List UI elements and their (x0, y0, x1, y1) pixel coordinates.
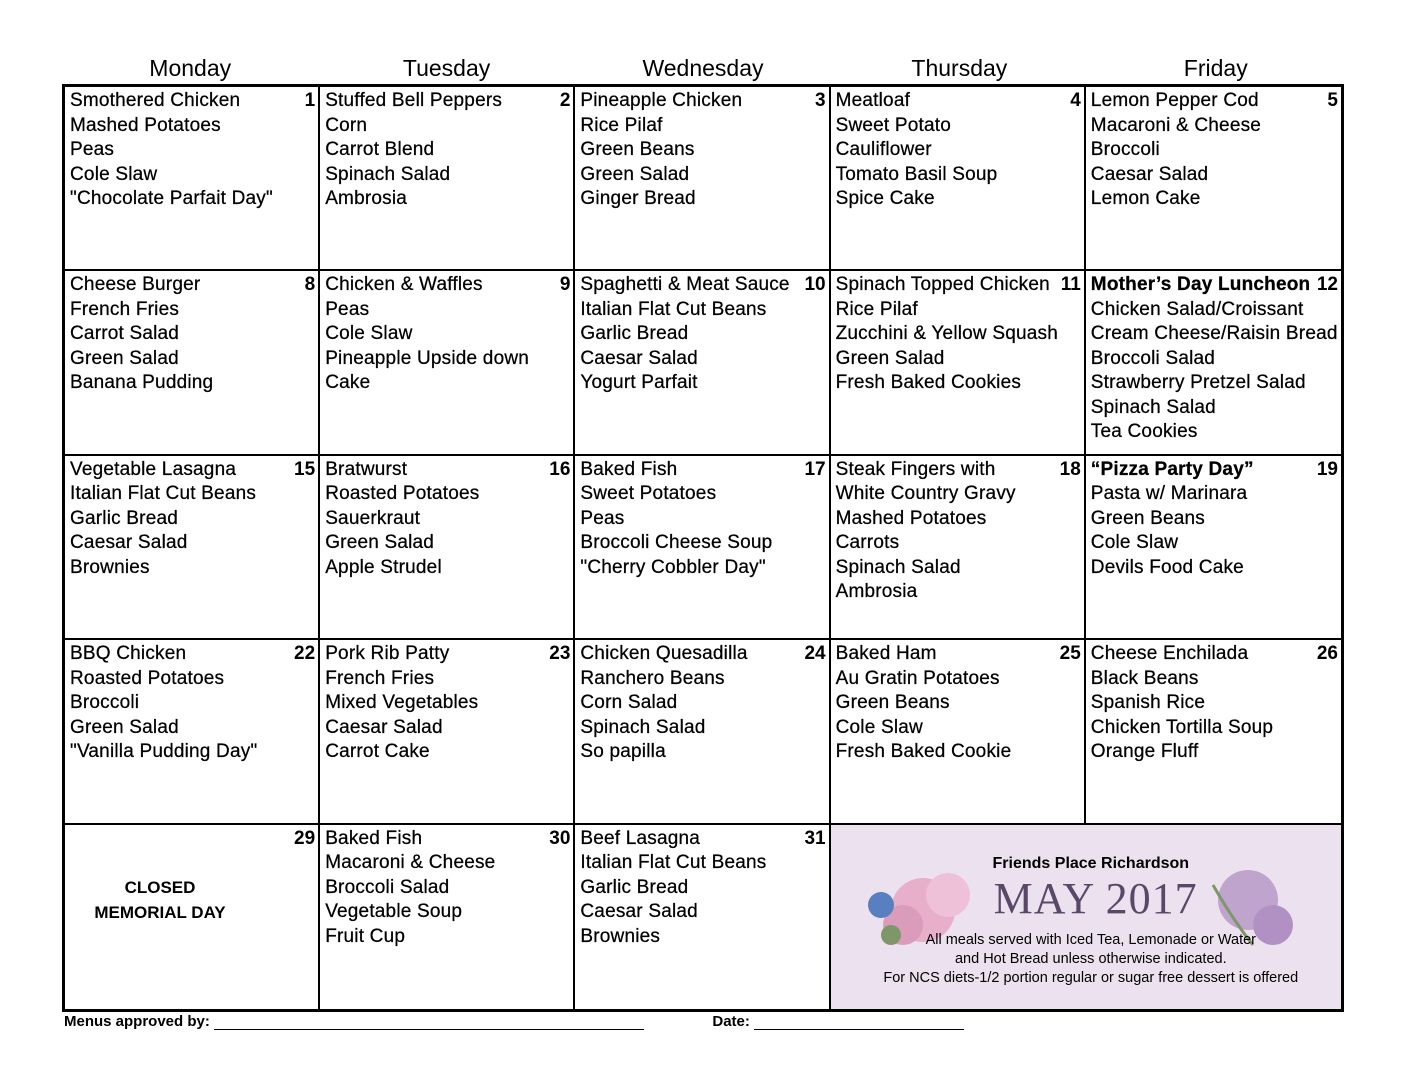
day-cell (831, 87, 1086, 271)
menu-item: Corn Salad (580, 692, 678, 714)
menu-item: Garlic Bread (580, 876, 689, 898)
day-cell (1086, 87, 1341, 271)
menu-item: Spinach Salad (325, 163, 451, 185)
menu-item: Smothered Chicken (70, 90, 241, 111)
date-number: 30 (549, 827, 571, 849)
date-number: 9 (559, 274, 571, 296)
menu-item: Green Beans (835, 692, 950, 714)
day-name-tuesday: Tuesday (402, 55, 491, 81)
date-number: 17 (804, 458, 826, 480)
menu-item: Lemon Pepper Cod (1090, 90, 1259, 111)
date-number: 8 (304, 274, 316, 296)
menu-item: Orange Fluff (1090, 741, 1199, 763)
menu-item: Cole Slaw (835, 716, 923, 738)
menu-item: Brownies (70, 556, 150, 578)
menu-item: Spinach Salad (835, 556, 961, 578)
menu-item: Spice Cake (835, 188, 935, 209)
closed-notice-line: MEMORIAL DAY (94, 902, 226, 922)
menu-item: Spinach Salad (580, 716, 706, 738)
menu-item: Green Salad (70, 347, 179, 369)
date-number: 29 (294, 827, 316, 849)
menu-item: Green Salad (70, 716, 179, 738)
menu-item: Beef Lasagna (580, 827, 701, 849)
day-cell (1086, 640, 1341, 824)
menu-item: Ginger Bread (580, 188, 696, 209)
menu-item: Caesar Salad (70, 532, 188, 554)
date-number: 26 (1316, 643, 1338, 665)
day-cell (320, 640, 575, 824)
menu-item: Italian Flat Cut Beans (580, 852, 767, 874)
date-number: 18 (1059, 458, 1081, 480)
menu-item: Cake (325, 372, 371, 394)
month-promo-panel (831, 825, 1341, 1009)
day-cell (65, 825, 320, 1009)
menu-item: Sweet Potato (835, 114, 952, 136)
menu-item: Mashed Potatoes (70, 114, 221, 136)
day-cell (320, 825, 575, 1009)
menu-item: Pineapple Chicken (580, 90, 743, 111)
day-name-friday: Friday (1183, 55, 1248, 81)
menu-item: Caesar Salad (580, 901, 698, 923)
menu-item: Rice Pilaf (835, 298, 918, 320)
menu-item: Macaroni & Cheese (1090, 114, 1262, 136)
menu-calendar-grid (62, 84, 1344, 1012)
menu-item: Caesar Salad (1090, 163, 1209, 185)
menu-item: Cole Slaw (70, 163, 158, 185)
date-number: 12 (1316, 274, 1338, 296)
menu-item: Lemon Cake (1090, 188, 1201, 209)
menu-item: Ranchero Beans (580, 667, 725, 689)
menu-item: Carrots (835, 532, 900, 554)
menu-item: Garlic Bread (580, 323, 689, 345)
menu-item: "Vanilla Pudding Day" (70, 741, 258, 763)
menu-item: Broccoli Cheese Soup (580, 532, 773, 554)
menu-item: Fresh Baked Cookie (835, 741, 1012, 763)
date-number: 16 (549, 458, 571, 480)
menu-item: Caesar Salad (325, 716, 443, 738)
menu-item: Carrot Cake (325, 741, 430, 763)
approved-by-signature-line[interactable] (214, 1015, 644, 1030)
menu-item: Roasted Potatoes (325, 483, 480, 505)
menu-item: French Fries (70, 298, 180, 320)
date-number: 23 (549, 643, 571, 665)
menu-item: Cheese Enchilada (1090, 643, 1249, 665)
menu-item: Yogurt Parfait (580, 372, 698, 394)
menu-item: French Fries (325, 667, 435, 689)
menu-item: Cauliflower (835, 139, 932, 160)
menu-item: Corn (325, 114, 368, 136)
date-number: 5 (1327, 90, 1338, 111)
day-cell (575, 271, 830, 455)
date-number: 22 (294, 643, 316, 665)
menu-item: Broccoli Salad (325, 876, 450, 898)
menu-item: Banana Pudding (70, 372, 214, 394)
menu-item: BBQ Chicken (70, 643, 187, 665)
menu-item: Steak Fingers with (835, 458, 996, 480)
day-name-monday: Monday (149, 55, 232, 81)
menu-item: Bratwurst (325, 458, 408, 480)
menu-item: Tomato Basil Soup (835, 163, 998, 185)
menu-item: Pineapple Upside down (325, 347, 530, 369)
menu-item: Carrot Blend (325, 139, 435, 160)
menu-item: Meatloaf (835, 90, 911, 111)
menu-item: Broccoli Salad (1090, 347, 1216, 369)
day-cell (1086, 456, 1341, 640)
menu-item: Green Salad (835, 347, 945, 369)
date-number: 31 (804, 827, 826, 849)
organization-name: Friends Place Richardson (992, 854, 1190, 872)
day-cell (320, 87, 575, 271)
menu-item: Ambrosia (325, 188, 408, 209)
menu-item: Pork Rib Patty (325, 643, 450, 665)
menu-item: Chicken Salad/Croissant (1090, 298, 1304, 320)
menu-item: Spaghetti & Meat Sauce (580, 274, 790, 296)
weekday-header (62, 52, 1344, 84)
menu-item: Cheese Burger (70, 274, 201, 296)
menu-item: Black Beans (1090, 667, 1199, 689)
menu-item: Devils Food Cake (1090, 556, 1244, 578)
approved-by-label: Menus approved by: (64, 1013, 210, 1030)
menu-item: Baked Fish (580, 458, 678, 480)
closed-notice (85, 875, 235, 925)
menu-item: Pasta w/ Marinara (1090, 483, 1248, 505)
day-cell (575, 456, 830, 640)
menu-item: Green Salad (580, 163, 690, 185)
menu-item: Sauerkraut (325, 507, 421, 529)
menu-item: So papilla (580, 741, 666, 763)
day-cell (320, 456, 575, 640)
day-cell (831, 640, 1086, 824)
date-signature-line[interactable] (754, 1015, 964, 1030)
menu-item: Chicken Tortilla Soup (1090, 716, 1274, 738)
menu-item: Brownies (580, 925, 661, 947)
menu-item: Chicken Quesadilla (580, 643, 748, 665)
menu-item: Baked Ham (835, 643, 937, 665)
closed-notice-line: CLOSED (124, 877, 196, 897)
day-cell (320, 271, 575, 455)
menu-item: Cole Slaw (1090, 532, 1179, 554)
menu-item: Ambrosia (835, 581, 918, 603)
menu-item: Garlic Bread (70, 507, 178, 529)
day-cell (65, 456, 320, 640)
day-name-wednesday: Wednesday (642, 55, 764, 81)
diet-note: For NCS diets-1/2 portion regular or sugar free dessert is offered (883, 969, 1299, 986)
day-cell (575, 87, 830, 271)
menu-item: Caesar Salad (580, 347, 698, 369)
menu-item: Sweet Potatoes (580, 483, 717, 505)
menu-item: Peas (325, 298, 370, 320)
day-cell (65, 271, 320, 455)
menu-item: Fruit Cup (325, 925, 406, 947)
menu-item: Roasted Potatoes (70, 667, 225, 689)
menu-item: Zucchini & Yellow Squash (835, 323, 1058, 345)
menu-item: Green Beans (1090, 507, 1205, 529)
date-number: 11 (1060, 274, 1081, 296)
menu-item: Tea Cookies (1090, 421, 1198, 443)
menu-item: Cole Slaw (325, 323, 413, 345)
day-cell (65, 87, 320, 271)
day-cell (575, 640, 830, 824)
menu-item: "Cherry Cobbler Day" (580, 556, 766, 578)
menu-item: Baked Fish (325, 827, 423, 849)
menu-item: Broccoli (70, 692, 140, 714)
menu-item: Green Salad (325, 532, 435, 554)
menu-item: Rice Pilaf (580, 114, 663, 136)
meal-note-1: All meals served with Iced Tea, Lemonade or Water (925, 931, 1256, 948)
menu-item: Italian Flat Cut Beans (580, 298, 767, 320)
menu-item: Italian Flat Cut Beans (70, 483, 257, 505)
menu-item: “Pizza Party Day” (1090, 458, 1254, 480)
menu-item: Green Beans (580, 139, 695, 160)
date-number: 10 (804, 274, 826, 296)
menu-item: White Country Gravy (835, 483, 1016, 505)
month-title: MAY 2017 (993, 873, 1198, 923)
approval-footer (64, 1013, 964, 1030)
day-cell (831, 271, 1086, 455)
menu-item: Vegetable Soup (325, 901, 463, 923)
menu-item: Mixed Vegetables (325, 692, 479, 714)
day-cell (831, 456, 1086, 640)
menu-item: Chicken & Waffles (325, 274, 483, 296)
date-label: Date: (712, 1013, 750, 1030)
menu-item: Mother’s Day Luncheon (1090, 274, 1311, 296)
menu-item: Peas (580, 507, 625, 529)
meal-note-2: and Hot Bread unless otherwise indicated. (954, 950, 1227, 967)
menu-item: Macaroni & Cheese (325, 852, 496, 874)
date-number: 4 (1070, 90, 1081, 111)
menu-item: Spinach Salad (1090, 396, 1216, 418)
day-name-thursday: Thursday (911, 55, 1008, 81)
date-number: 1 (304, 90, 316, 111)
menu-item: Broccoli (1090, 139, 1160, 160)
menu-item: Mashed Potatoes (835, 507, 987, 529)
date-number: 2 (559, 90, 571, 111)
menu-item: Vegetable Lasagna (70, 458, 237, 480)
menu-item: Spanish Rice (1090, 692, 1206, 714)
day-cell (1086, 271, 1341, 455)
date-number: 3 (815, 90, 826, 111)
date-number: 25 (1059, 643, 1081, 665)
menu-item: Fresh Baked Cookies (835, 372, 1022, 394)
menu-item: "Chocolate Parfait Day" (70, 188, 273, 209)
menu-item: Peas (70, 139, 115, 160)
menu-item: Strawberry Pretzel Salad (1090, 372, 1306, 394)
date-number: 24 (804, 643, 826, 665)
date-number: 19 (1316, 458, 1338, 480)
menu-item: Carrot Salad (70, 323, 180, 345)
menu-item: Au Gratin Potatoes (835, 667, 1000, 689)
menu-item: Apple Strudel (325, 556, 442, 578)
day-cell (65, 640, 320, 824)
menu-item: Spinach Topped Chicken (835, 274, 1050, 296)
date-number: 15 (294, 458, 316, 480)
day-cell (575, 825, 830, 1009)
menu-item: Stuffed Bell Peppers (325, 90, 503, 111)
menu-item: Cream Cheese/Raisin Bread (1090, 323, 1338, 345)
